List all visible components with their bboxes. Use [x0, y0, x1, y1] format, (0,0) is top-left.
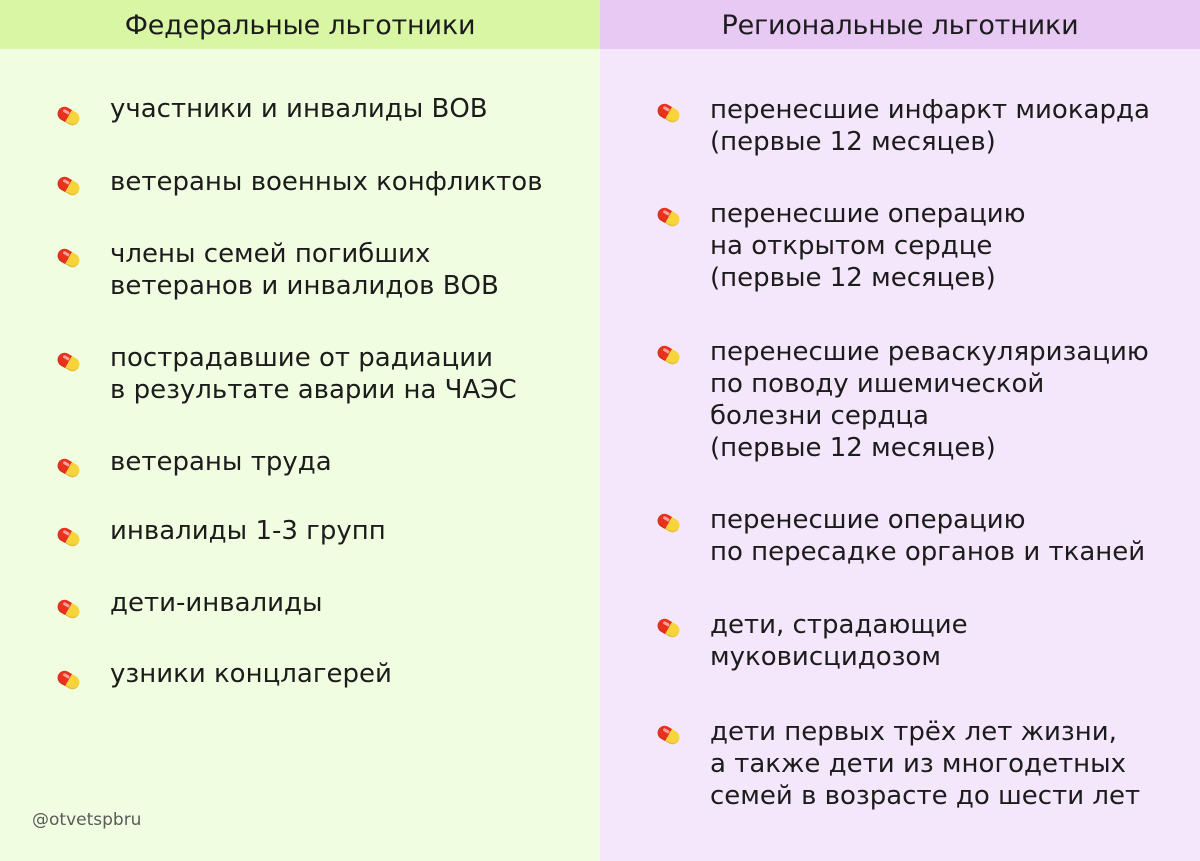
federal-item-text-line: ветераны труда — [110, 447, 332, 477]
regional-item-text-line: семей в возрасте до шести лет — [710, 781, 1141, 811]
pill-icon — [655, 101, 682, 125]
pill-icon — [655, 511, 682, 535]
regional-item-text-line: дети, страдающие — [710, 610, 968, 640]
regional-list-item — [600, 504, 1145, 568]
pill-icon — [655, 205, 682, 229]
regional-column — [600, 0, 1200, 861]
author-handle: @otvetspbru — [32, 810, 142, 830]
federal-list-item — [0, 342, 517, 406]
regional-item-text-line: перенесшие реваскуляризацию — [710, 337, 1149, 367]
pill-icon — [55, 668, 82, 692]
regional-list-item — [600, 94, 1150, 158]
federal-item-text-line: ветераны военных конфликтов — [110, 167, 543, 197]
federal-item-text-line: в результате аварии на ЧАЭС — [110, 375, 517, 405]
federal-item-text-line: инвалиды 1-3 групп — [110, 516, 386, 546]
federal-list-item — [0, 515, 386, 547]
regional-item-text-line: перенесшие операцию — [710, 505, 1026, 535]
pill-icon — [55, 246, 82, 270]
regional-item-text-line: (первые 12 месяцев) — [710, 263, 996, 293]
pill-icon — [55, 456, 82, 480]
regional-list-item — [600, 609, 968, 673]
pill-icon — [55, 597, 82, 621]
pill-icon — [55, 350, 82, 374]
regional-item-text-line: (первые 12 месяцев) — [710, 127, 996, 157]
regional-list-item — [600, 716, 1140, 812]
federal-list-item — [0, 93, 488, 125]
pill-icon — [655, 343, 682, 367]
regional-item-text-line: (первые 12 месяцев) — [710, 433, 996, 463]
federal-item-text-line: узники концлагерей — [110, 659, 392, 689]
pill-icon — [55, 174, 82, 198]
regional-item-text-line: а также дети из многодетных — [710, 749, 1127, 779]
federal-list-item — [0, 166, 543, 198]
pill-icon — [655, 723, 682, 747]
regional-item-text-line: дети первых трёх лет жизни, — [710, 717, 1117, 747]
federal-list-item — [0, 658, 392, 690]
regional-item-text-line: по пересадке органов и тканей — [710, 537, 1146, 567]
regional-item-text-line: болезни сердца — [710, 401, 929, 431]
pill-icon — [655, 616, 682, 640]
regional-list-item — [600, 336, 1149, 464]
regional-item-text-line: на открытом сердце — [710, 231, 993, 261]
federal-item-text-line: пострадавшие от радиации — [110, 343, 494, 373]
regional-item-text-line: муковисцидозом — [710, 642, 941, 672]
federal-column-title: Федеральные льготники — [0, 0, 600, 49]
regional-item-text-line: перенесшие операцию — [710, 199, 1026, 229]
federal-item-text-line: члены семей погибших — [110, 239, 431, 269]
federal-list-item — [0, 446, 332, 478]
pill-icon — [55, 104, 82, 128]
federal-item-text-line: ветеранов и инвалидов ВОВ — [110, 271, 499, 301]
pill-icon — [55, 525, 82, 549]
regional-list-item — [600, 198, 1026, 294]
federal-list-item — [0, 238, 499, 302]
federal-list-item — [0, 587, 323, 619]
federal-item-text-line: участники и инвалиды ВОВ — [110, 94, 488, 124]
federal-item-text-line: дети-инвалиды — [110, 588, 323, 618]
regional-item-text-line: по поводу ишемической — [710, 369, 1045, 399]
regional-item-text-line: перенесшие инфаркт миокарда — [710, 95, 1150, 125]
regional-column-title: Региональные льготники — [600, 0, 1200, 49]
